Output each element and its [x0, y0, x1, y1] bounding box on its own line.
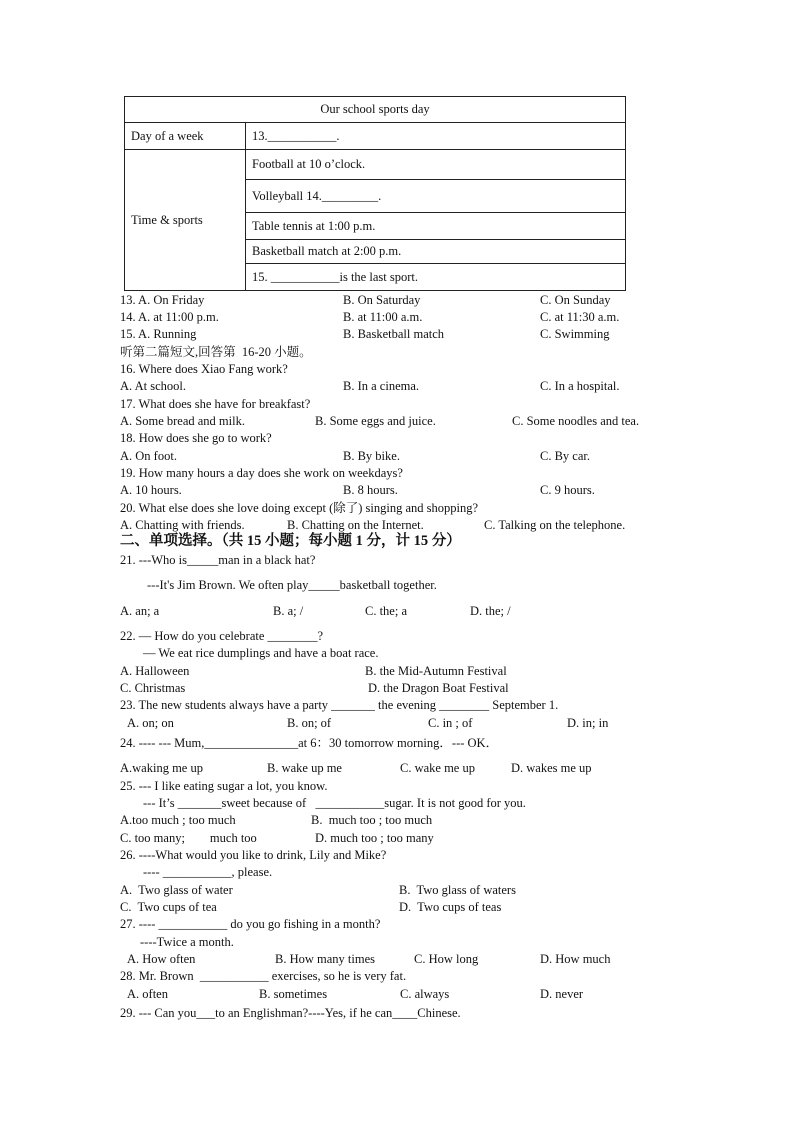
- q19-question: 19. How many hours a day does she work on weekdays?: [120, 466, 403, 480]
- q13-option-a: 13. A. On Friday: [120, 293, 205, 307]
- q25-option-a: A.too much ; too much: [120, 813, 236, 827]
- q22-option-a: A. Halloween: [120, 664, 190, 678]
- q23-option-a: A. on; on: [127, 716, 174, 730]
- q26-option-b: B. Two glass of waters: [399, 883, 516, 897]
- q26-option-a: A. Two glass of water: [120, 883, 233, 897]
- q28-option-b: B. sometimes: [259, 987, 328, 1001]
- q28-option-a: A. often: [127, 987, 168, 1001]
- time-label: Time & sports: [125, 150, 246, 291]
- q15-option-a: 15. A. Running: [120, 327, 197, 341]
- q21-option-b: B. a; /: [273, 604, 304, 618]
- table-row: Volleyball 14._________.: [246, 180, 626, 213]
- q27-option-d: D. How much: [540, 952, 611, 966]
- q24-option-a: A.waking me up: [120, 761, 203, 775]
- section2-heading: 二、单项选择。（共 15 小题；每小题 1 分，计 15 分）: [120, 533, 461, 549]
- q18-option-c: C. By car.: [540, 449, 590, 463]
- table-title: Our school sports day: [125, 97, 626, 123]
- q14-option-a: 14. A. at 11:00 p.m.: [120, 310, 219, 324]
- q21-question: 21. ---Who is_____man in a black hat?: [120, 553, 316, 567]
- q27-reply: ----Twice a month.: [140, 935, 234, 949]
- q24-option-d: D. wakes me up: [511, 761, 592, 775]
- q26-question: 26. ----What would you like to drink, Lily and Mike?: [120, 848, 387, 862]
- q25-question: 25. --- I like eating sugar a lot, you know.: [120, 779, 328, 793]
- q21-option-d: D. the; /: [470, 604, 511, 618]
- q22-option-c: C. Christmas: [120, 681, 186, 695]
- q18-option-a: A. On foot.: [120, 449, 177, 463]
- q26-reply: ---- ___________, please.: [143, 865, 273, 879]
- q20-option-a: A. Chatting with friends.: [120, 518, 245, 532]
- q17-option-c: C. Some noodles and tea.: [512, 414, 640, 428]
- q25-option-b: B. much too ; too much: [311, 813, 433, 827]
- table-row: Basketball match at 2:00 p.m.: [246, 240, 626, 264]
- q27-option-c: C. How long: [414, 952, 479, 966]
- q17-question: 17. What does she have for breakfast?: [120, 397, 311, 411]
- q15-option-b: B. Basketball match: [343, 327, 445, 341]
- q25-option-d: D. much too ; too many: [315, 831, 434, 845]
- q25-option-c: C. too many; much too: [120, 831, 257, 845]
- q24-question: 24. ---- --- Mum,_______________at 6：30 tomorrow morning．--- OK．: [120, 736, 499, 750]
- q28-option-d: D. never: [540, 987, 584, 1001]
- q16-question: 16. Where does Xiao Fang work?: [120, 362, 288, 376]
- passage2-instruction: 听第二篇短文,回答第 16-20 小题。: [120, 345, 312, 359]
- q20-option-b: B. Chatting on the Internet.: [287, 518, 424, 532]
- q23-option-b: B. on; of: [287, 716, 332, 730]
- day-value: 13.___________.: [246, 123, 626, 150]
- day-label: Day of a week: [125, 123, 246, 150]
- q22-option-b: B. the Mid-Autumn Festival: [365, 664, 507, 678]
- q13-option-b: B. On Saturday: [343, 293, 421, 307]
- q24-option-c: C. wake me up: [400, 761, 475, 775]
- q14-option-c: C. at 11:30 a.m.: [540, 310, 620, 324]
- table-row: 15. ___________is the last sport.: [246, 264, 626, 291]
- q26-option-d: D. Two cups of teas: [399, 900, 502, 914]
- q29-question: 29. --- Can you___to an Englishman?----Yes, if he can____Chinese.: [120, 1006, 461, 1020]
- q28-question: 28. Mr. Brown ___________ exercises, so he is very fat.: [120, 969, 407, 983]
- q25-reply: --- It’s _______sweet because of ___________sugar. It is not good for you.: [143, 796, 526, 810]
- q21-option-a: A. an; a: [120, 604, 160, 618]
- q20-option-c: C. Talking on the telephone.: [484, 518, 626, 532]
- q27-option-b: B. How many times: [275, 952, 375, 966]
- q22-option-d: D. the Dragon Boat Festival: [368, 681, 509, 695]
- q16-option-a: A. At school.: [120, 379, 186, 393]
- table-row: Football at 10 o’clock.: [246, 150, 626, 180]
- q18-question: 18. How does she go to work?: [120, 431, 272, 445]
- q23-option-c: C. in ; of: [428, 716, 473, 730]
- sports-day-table: [124, 96, 626, 291]
- q27-option-a: A. How often: [127, 952, 196, 966]
- q24-option-b: B. wake up me: [267, 761, 342, 775]
- q26-option-c: C. Two cups of tea: [120, 900, 217, 914]
- q19-option-c: C. 9 hours.: [540, 483, 595, 497]
- q22-reply: — We eat rice dumplings and have a boat race.: [143, 646, 379, 660]
- q17-option-a: A. Some bread and milk.: [120, 414, 245, 428]
- q16-option-b: B. In a cinema.: [343, 379, 420, 393]
- q19-option-b: B. 8 hours.: [343, 483, 398, 497]
- q20-question: 20. What else does she love doing except (除了) singing and shopping?: [120, 501, 479, 515]
- q18-option-b: B. By bike.: [343, 449, 400, 463]
- q28-option-c: C. always: [400, 987, 450, 1001]
- q23-question: 23. The new students always have a party _______ the evening ________ September 1.: [120, 698, 559, 712]
- q19-option-a: A. 10 hours.: [120, 483, 182, 497]
- q27-question: 27. ---- ___________ do you go fishing in a month?: [120, 917, 381, 931]
- q16-option-c: C. In a hospital.: [540, 379, 620, 393]
- table-row: Table tennis at 1:00 p.m.: [246, 213, 626, 240]
- q23-option-d: D. in; in: [567, 716, 609, 730]
- q13-option-c: C. On Sunday: [540, 293, 611, 307]
- q15-option-c: C. Swimming: [540, 327, 610, 341]
- q17-option-b: B. Some eggs and juice.: [315, 414, 436, 428]
- q14-option-b: B. at 11:00 a.m.: [343, 310, 423, 324]
- q21-option-c: C. the; a: [365, 604, 408, 618]
- q22-question: 22. — How do you celebrate ________?: [120, 629, 324, 643]
- q21-reply: ---It's Jim Brown. We often play_____basketball together.: [147, 578, 437, 592]
